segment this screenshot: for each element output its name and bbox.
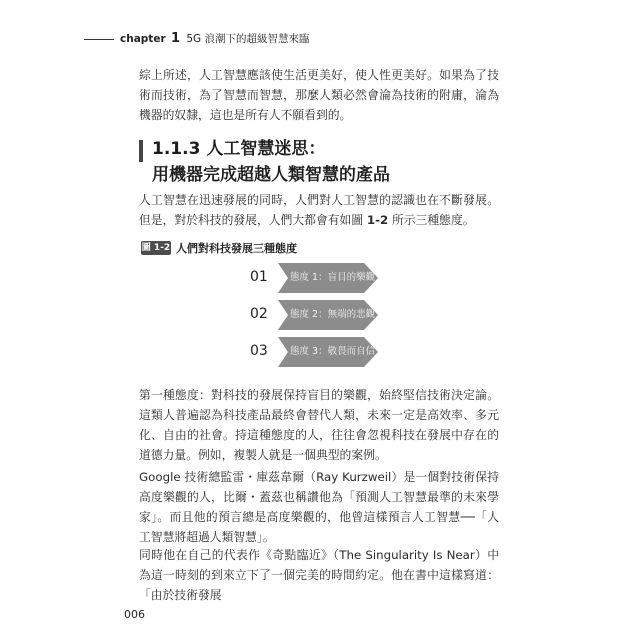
chapter-title: 5G 浪潮下的超級智慧來臨	[186, 33, 310, 45]
paragraph-intro	[139, 190, 499, 230]
paragraph-attitude-one: 第一種態度：對科技的發展保持盲目的樂觀，始終堅信技術決定論。這類人普遍認為科技產品最終會替代人類，未來一定是高效率、多元化、自由的社會。持這種態度的人，往往會忽視科技在發展中存在的道德力量。例如，複製人就是一個典型的案例。	[139, 388, 499, 462]
paragraph-intro-text: 人工智慧在迅速發展的同時，人們對人工智慧的認識也在不斷發展。但是，對於科技的發展，人們大都會有如圖	[139, 193, 499, 227]
section-title-line1: 人工智慧迷思：	[206, 139, 326, 159]
attitude-number-2: 02	[250, 306, 268, 322]
attitude-number-3: 03	[250, 343, 268, 359]
page-number: 006	[124, 608, 145, 621]
figure-badge: 圖 1-2	[141, 243, 171, 253]
paragraph-singularity: 同時他在自己的代表作《奇點臨近》（The Singularity Is Near）中為這一時刻的到來立下了一個完美的時間約定。他在書中這樣寫道：「由於技術發展	[139, 548, 499, 602]
paragraph-intro-tail: 所示三種態度。	[391, 213, 475, 227]
figure-reference: 1-2	[366, 213, 389, 227]
section-heading	[152, 136, 390, 188]
attitude-label-3: 態度 3：敬畏而自信	[290, 346, 376, 357]
attitude-label-1: 態度 1：盲目的樂觀	[290, 272, 376, 283]
chapter-number: 1	[170, 31, 181, 46]
section-title-line2: 用機器完成超越人類智慧的產品	[152, 165, 390, 185]
header-rule	[84, 39, 114, 40]
figure-title: 人們對科技發展三種態度	[176, 242, 297, 255]
attitude-arrow-3	[278, 337, 378, 367]
attitude-label-2: 態度 2：無端的悲觀	[290, 309, 376, 320]
section-marker	[139, 140, 143, 162]
paragraph-kurzweil: Google 技術總監雷・庫茲韋爾（Ray Kurzweil）是一個對技術保持高度樂觀的人，比爾・蓋茲也稱讚他為「預測人工智慧最準的未來學家」。而且他的預言總是高度樂觀的，他曾這樣預言人工智慧──「人工智慧將超過人類智慧」。	[139, 470, 499, 544]
chapter-word: chapter	[120, 33, 166, 45]
attitude-arrow-2	[278, 300, 378, 330]
attitude-arrow-1	[278, 263, 378, 293]
attitude-number-1: 01	[250, 269, 268, 285]
section-number: 1.1.3	[152, 139, 201, 159]
running-header	[120, 31, 310, 46]
paragraph-conclusion: 綜上所述，人工智慧應該使生活更美好，使人性更美好。如果為了技術而技術，為了智慧而智慧，那麼人類必然會淪為技術的附庸，淪為機器的奴隸，這也是所有人不願看到的。	[139, 68, 499, 122]
